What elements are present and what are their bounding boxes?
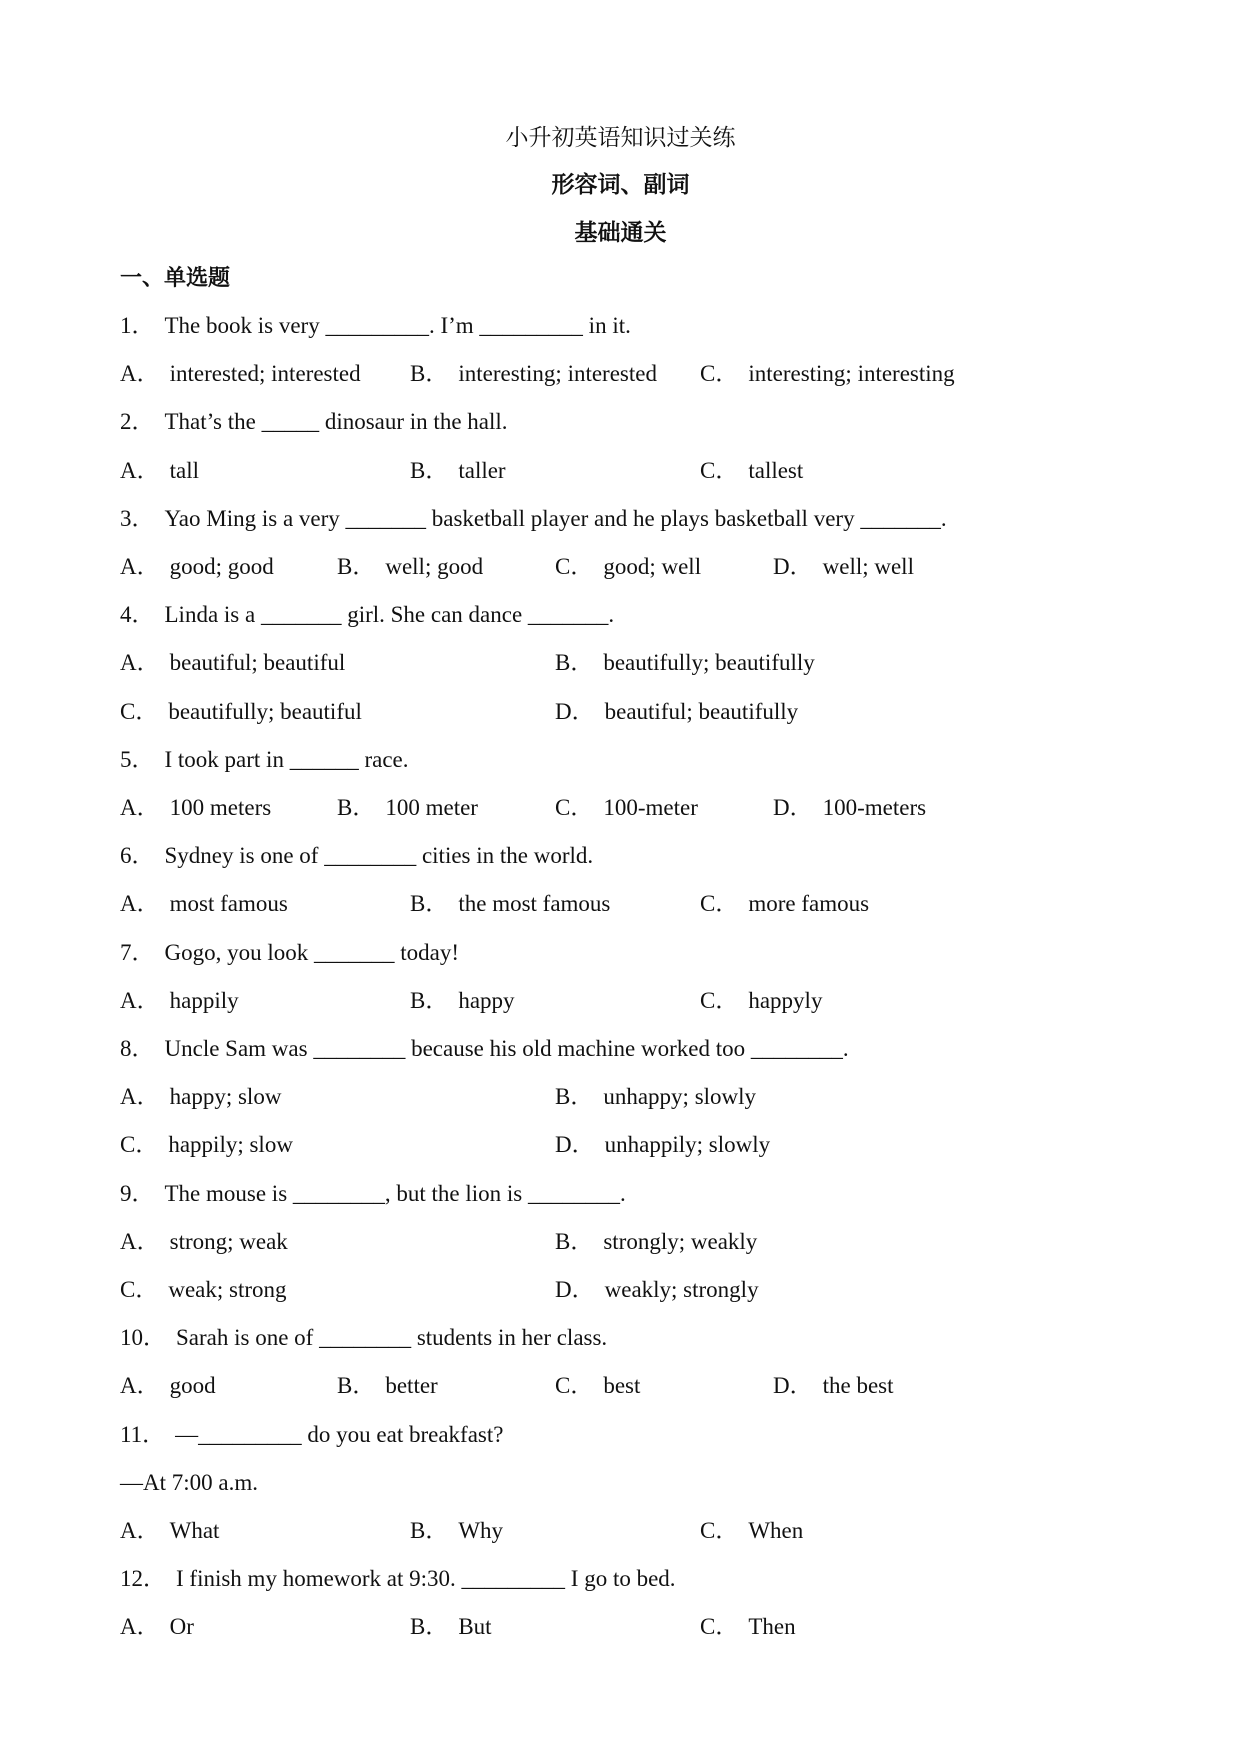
option-letter: D． bbox=[555, 1132, 595, 1158]
answer-option[interactable] bbox=[555, 1082, 756, 1112]
answer-option[interactable] bbox=[120, 1516, 219, 1546]
option-text: When bbox=[748, 1518, 804, 1543]
answer-option[interactable] bbox=[555, 1130, 770, 1160]
answer-option[interactable] bbox=[555, 697, 798, 727]
option-text: unhappily; slowly bbox=[604, 1132, 771, 1158]
option-letter: A． bbox=[120, 1228, 160, 1254]
option-letter: C． bbox=[700, 457, 739, 483]
option-letter: B． bbox=[555, 1228, 594, 1254]
option-text: happy; slow bbox=[169, 1084, 282, 1110]
answer-option[interactable] bbox=[120, 889, 288, 919]
question-text: Yao Ming is a very _______ basketball player and he plays basketball very _______. bbox=[164, 505, 947, 531]
question-stem bbox=[120, 1034, 849, 1064]
answer-option[interactable] bbox=[120, 793, 271, 823]
question-number: 12． bbox=[120, 1566, 166, 1592]
answer-option[interactable] bbox=[120, 986, 239, 1016]
option-text: 100-meters bbox=[822, 795, 927, 820]
option-letter: C． bbox=[555, 554, 594, 579]
option-text: Or bbox=[169, 1614, 194, 1640]
option-text: 100 meters bbox=[169, 795, 272, 820]
option-text: unhappy; slowly bbox=[603, 1084, 757, 1110]
option-text: good; well bbox=[603, 554, 702, 579]
answer-option[interactable] bbox=[555, 793, 698, 823]
question-number: 10． bbox=[120, 1325, 166, 1351]
option-letter: A． bbox=[120, 1614, 160, 1640]
option-letter: D． bbox=[555, 698, 595, 724]
question-number: 5． bbox=[120, 746, 155, 772]
answer-option[interactable] bbox=[410, 456, 506, 486]
option-text: well; well bbox=[822, 554, 914, 579]
answer-option[interactable] bbox=[555, 1275, 759, 1305]
option-text: 100-meter bbox=[603, 795, 698, 820]
option-text: taller bbox=[458, 457, 506, 483]
answer-option[interactable] bbox=[773, 793, 926, 823]
option-letter: A． bbox=[120, 361, 160, 387]
option-letter: A． bbox=[120, 457, 160, 483]
question-text: The mouse is ________, but the lion is ________. bbox=[164, 1180, 626, 1206]
answer-option[interactable] bbox=[555, 1371, 640, 1401]
option-letter: C． bbox=[555, 795, 594, 820]
answer-option[interactable] bbox=[555, 552, 701, 582]
option-text: weak; strong bbox=[168, 1277, 287, 1302]
option-text: happyly bbox=[748, 987, 823, 1013]
question-number: 3． bbox=[120, 505, 155, 531]
option-text: well; good bbox=[385, 554, 484, 579]
answer-option[interactable] bbox=[700, 889, 869, 919]
option-letter: B． bbox=[555, 1084, 594, 1110]
question-stem bbox=[120, 938, 459, 968]
option-letter: A． bbox=[120, 650, 160, 676]
question-number: 6． bbox=[120, 843, 155, 869]
answer-option[interactable] bbox=[120, 648, 345, 678]
question-number: 9． bbox=[120, 1180, 155, 1206]
option-letter: C． bbox=[120, 1132, 159, 1158]
question-text: —_________ do you eat breakfast? bbox=[175, 1421, 504, 1447]
option-text: beautifully; beautifully bbox=[603, 650, 815, 676]
option-letter: B． bbox=[337, 554, 376, 579]
answer-option[interactable] bbox=[120, 552, 274, 582]
question-stem bbox=[120, 745, 408, 775]
answer-option[interactable] bbox=[700, 359, 955, 389]
option-letter: C． bbox=[700, 1614, 739, 1640]
question-stem bbox=[120, 407, 508, 437]
question-number: 7． bbox=[120, 939, 155, 965]
option-letter: C． bbox=[120, 698, 159, 724]
answer-option[interactable] bbox=[337, 793, 478, 823]
option-letter: A． bbox=[120, 1518, 160, 1543]
option-text: What bbox=[169, 1518, 220, 1543]
option-letter: A． bbox=[120, 795, 160, 820]
answer-option[interactable] bbox=[120, 359, 361, 389]
question-stem bbox=[120, 1420, 503, 1450]
answer-option[interactable] bbox=[773, 1371, 894, 1401]
option-text: beautifully; beautiful bbox=[168, 698, 362, 724]
option-letter: B． bbox=[410, 457, 449, 483]
option-text: But bbox=[458, 1614, 492, 1640]
option-text: good bbox=[169, 1373, 216, 1399]
option-letter: C． bbox=[700, 361, 739, 387]
option-text: the best bbox=[822, 1373, 894, 1399]
option-text: weakly; strongly bbox=[604, 1277, 759, 1302]
option-letter: B． bbox=[555, 650, 594, 676]
answer-option[interactable] bbox=[700, 986, 822, 1016]
option-text: Then bbox=[748, 1614, 796, 1640]
answer-option[interactable] bbox=[700, 1612, 796, 1642]
question-text: Sydney is one of ________ cities in the world. bbox=[164, 843, 594, 869]
option-letter: B． bbox=[410, 361, 449, 387]
option-text: tall bbox=[169, 457, 200, 483]
answer-option[interactable] bbox=[120, 1227, 288, 1257]
option-letter: A． bbox=[120, 1373, 160, 1399]
question-stem bbox=[120, 504, 947, 534]
option-text: 100 meter bbox=[385, 795, 478, 820]
option-letter: B． bbox=[337, 795, 376, 820]
dialogue-answer-line: —At 7:00 a.m. bbox=[120, 1469, 258, 1495]
answer-option[interactable] bbox=[120, 1082, 281, 1112]
option-letter: A． bbox=[120, 1084, 160, 1110]
worksheet-level: 基础通关 bbox=[574, 220, 667, 246]
option-letter: B． bbox=[337, 1373, 376, 1399]
option-letter: C． bbox=[700, 987, 739, 1013]
option-text: Why bbox=[458, 1518, 504, 1543]
option-text: interested; interested bbox=[169, 361, 361, 387]
option-letter: D． bbox=[773, 795, 813, 820]
question-stem bbox=[120, 600, 614, 630]
answer-option[interactable] bbox=[700, 456, 803, 486]
answer-option[interactable] bbox=[120, 1612, 194, 1642]
option-letter: D． bbox=[555, 1277, 595, 1302]
question-stem bbox=[120, 1564, 676, 1594]
section-heading: 一、单选题 bbox=[120, 266, 231, 291]
question-number: 2． bbox=[120, 409, 155, 435]
option-text: interesting; interesting bbox=[748, 361, 955, 387]
option-letter: B． bbox=[410, 1518, 449, 1543]
question-text: Uncle Sam was ________ because his old machine worked too ________. bbox=[164, 1036, 849, 1061]
answer-option[interactable] bbox=[120, 1275, 287, 1305]
question-text: Sarah is one of ________ students in her class. bbox=[176, 1325, 608, 1351]
question-number: 4． bbox=[120, 602, 155, 628]
answer-option[interactable] bbox=[700, 1516, 803, 1546]
answer-option[interactable] bbox=[120, 697, 362, 727]
answer-option[interactable] bbox=[773, 552, 914, 582]
answer-option[interactable] bbox=[120, 1371, 216, 1401]
option-text: beautiful; beautifully bbox=[604, 698, 799, 724]
question-text: I finish my homework at 9:30. _________ I go to bed. bbox=[176, 1566, 676, 1592]
answer-option[interactable] bbox=[410, 986, 515, 1016]
option-text: better bbox=[385, 1373, 438, 1399]
option-letter: B． bbox=[410, 891, 449, 917]
option-letter: A． bbox=[120, 891, 160, 917]
answer-option[interactable] bbox=[555, 648, 815, 678]
question-number: 1． bbox=[120, 313, 155, 338]
option-text: best bbox=[603, 1373, 641, 1399]
option-text: tallest bbox=[748, 457, 804, 483]
question-stem bbox=[120, 1323, 607, 1353]
answer-option[interactable] bbox=[337, 1371, 438, 1401]
answer-option[interactable] bbox=[410, 1516, 503, 1546]
option-text: beautiful; beautiful bbox=[169, 650, 346, 676]
option-letter: D． bbox=[773, 554, 813, 579]
option-text: happily; slow bbox=[168, 1132, 293, 1158]
option-letter: D． bbox=[773, 1373, 813, 1399]
option-text: strong; weak bbox=[169, 1228, 288, 1254]
question-number: 11． bbox=[120, 1421, 166, 1447]
question-text: I took part in ______ race. bbox=[164, 746, 409, 772]
option-text: happy bbox=[458, 987, 515, 1013]
option-text: good; good bbox=[169, 554, 274, 579]
answer-option[interactable] bbox=[410, 889, 610, 919]
option-letter: C． bbox=[120, 1277, 159, 1302]
question-number: 8． bbox=[120, 1036, 155, 1061]
option-letter: C． bbox=[700, 891, 739, 917]
option-text: interesting; interested bbox=[458, 361, 657, 387]
option-text: happily bbox=[169, 987, 239, 1013]
option-letter: A． bbox=[120, 554, 160, 579]
option-text: more famous bbox=[748, 891, 870, 917]
option-text: the most famous bbox=[458, 891, 611, 917]
answer-option[interactable] bbox=[120, 456, 199, 486]
option-letter: B． bbox=[410, 1614, 449, 1640]
question-text: The book is very _________. I’m _________ in it. bbox=[164, 313, 631, 338]
option-letter: A． bbox=[120, 987, 160, 1013]
question-stem bbox=[120, 841, 593, 871]
answer-option[interactable] bbox=[120, 1130, 293, 1160]
worksheet-title: 小升初英语知识过关练 bbox=[505, 125, 736, 151]
worksheet-subtitle: 形容词、副词 bbox=[551, 172, 690, 198]
question-stem bbox=[120, 1179, 626, 1209]
answer-option[interactable] bbox=[410, 359, 657, 389]
question-text: That’s the _____ dinosaur in the hall. bbox=[164, 409, 508, 435]
answer-option[interactable] bbox=[410, 1612, 492, 1642]
answer-option[interactable] bbox=[555, 1227, 757, 1257]
option-text: strongly; weakly bbox=[603, 1228, 758, 1254]
question-text: Linda is a _______ girl. She can dance _______. bbox=[164, 602, 615, 628]
question-stem bbox=[120, 311, 631, 341]
option-letter: C． bbox=[555, 1373, 594, 1399]
question-text: Gogo, you look _______ today! bbox=[164, 939, 460, 965]
option-letter: C． bbox=[700, 1518, 739, 1543]
option-letter: B． bbox=[410, 987, 449, 1013]
answer-option[interactable] bbox=[337, 552, 483, 582]
option-text: most famous bbox=[169, 891, 288, 917]
